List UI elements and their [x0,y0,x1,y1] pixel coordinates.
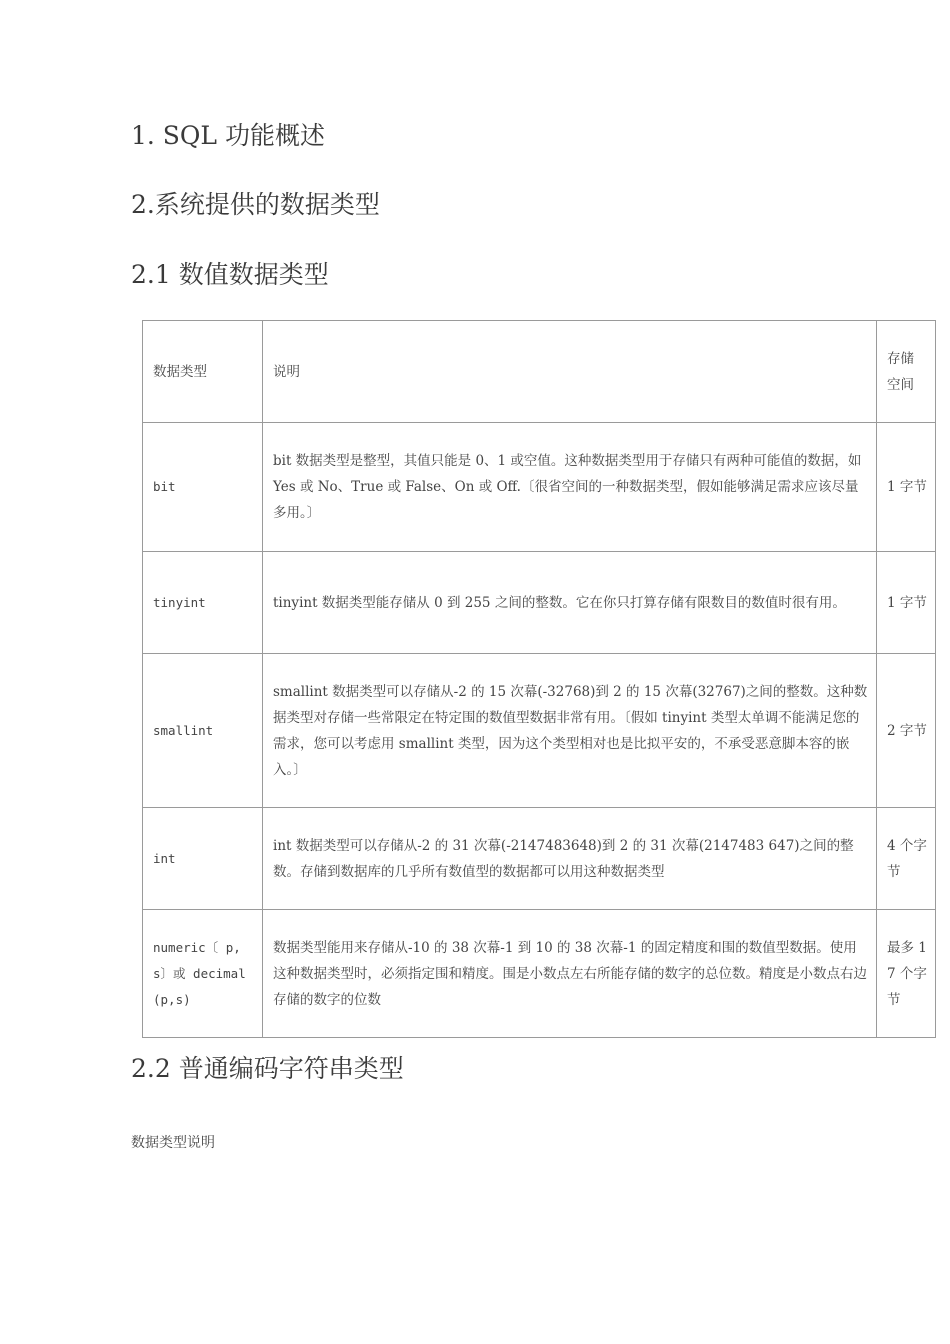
cell-size: 4 个字节 [877,808,936,910]
table-row [143,910,936,1038]
heading-sql-overview: 1. SQL 功能概述 [131,121,325,150]
table-row [143,808,936,910]
cell-desc: tinyint 数据类型能存储从 0 到 255 之间的整数。它在你只打算存储有限数目的数值时很有用。 [263,552,877,654]
table-row [143,552,936,654]
numeric-types-table [142,320,936,1038]
cell-type: numeric〔 p,s〕或 decimal(p,s) [143,910,263,1038]
table-header-row [143,321,936,423]
cell-size: 2 字节 [877,654,936,808]
table-caption: 数据类型说明 [131,1135,215,1151]
cell-size: 最多 17 个字节 [877,910,936,1038]
header-size: 存储空间 [877,321,936,423]
heading-numeric-types: 2.1 数值数据类型 [131,260,329,289]
table-row [143,654,936,808]
cell-type: bit [143,423,263,552]
cell-type: tinyint [143,552,263,654]
cell-desc: bit 数据类型是整型，其值只能是 0、1 或空值。这种数据类型用于存储只有两种可能值的数据，如 Yes 或 No、True 或 False、On 或 Off.〔很省空间的一种数据类型，假如能够满足需求应该尽量多用。〕 [263,423,877,552]
header-type: 数据类型 [143,321,263,423]
cell-type: int [143,808,263,910]
cell-type: smallint [143,654,263,808]
heading-char-string-types: 2.2 普通编码字符串类型 [131,1054,404,1083]
cell-size: 1 字节 [877,423,936,552]
cell-desc: int 数据类型可以存储从-2 的 31 次幕(-2147483648)到 2 的 31 次幕(2147483 647)之间的整数。存储到数据库的几乎所有数值型的数据都可以用这种数据类型 [263,808,877,910]
cell-size: 1 字节 [877,552,936,654]
heading-data-types: 2.系统提供的数据类型 [131,190,380,219]
header-desc: 说明 [263,321,877,423]
table-row [143,423,936,552]
cell-desc: 数据类型能用来存储从-10 的 38 次幕-1 到 10 的 38 次幕-1 的固定精度和围的数值型数据。使用这种数据类型时，必须指定围和精度。围是小数点左右所能存储的数字的总位数。精度是小数点右边存储的数字的位数 [263,910,877,1038]
cell-desc: smallint 数据类型可以存储从-2 的 15 次幕(-32768)到 2 的 15 次幕(32767)之间的整数。这种数据类型对存储一些常限定在特定围的数值型数据非常有用。〔假如 tinyint 类型太单调不能满足您的需求，您可以考虑用 smallint 类型，因为这个类型相对也是比拟平安的，不承受恶意脚本容的嵌入。〕 [263,654,877,808]
